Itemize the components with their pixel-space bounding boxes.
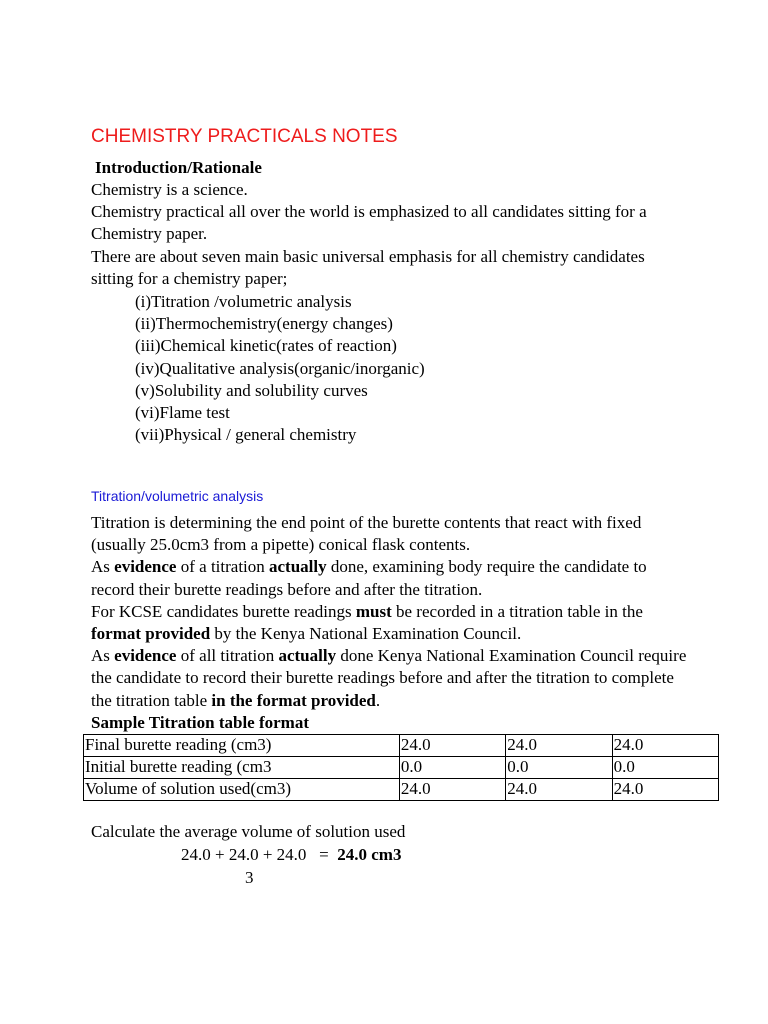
bold-run: actually xyxy=(269,557,327,577)
list-item: (vii)Physical / general chemistry xyxy=(135,425,357,445)
table-cell: 0.0 xyxy=(399,757,505,779)
intro-paragraph: Chemistry practical all over the world is emphasized to all candidates sitting for a Chemistry paper. xyxy=(91,202,647,244)
bold-run: must xyxy=(355,601,392,621)
average-formula xyxy=(181,845,401,865)
intro-paragraph: There are about seven main basic universal emphasis for all chemistry candidates sitting for a chemistry paper; xyxy=(91,246,645,288)
titration-definition: Titration is determining the end point of the burette contents that react with fixed (usually 25.0cm3 from a pipette) conical flask contents. xyxy=(91,513,642,555)
bold-run: evidence xyxy=(114,646,177,666)
table-row xyxy=(84,757,719,779)
table-cell: 24.0 xyxy=(612,779,718,801)
text-run: by the Kenya National Examination Council. xyxy=(210,624,522,644)
list-item: (vi)Flame test xyxy=(135,403,230,423)
table-cell: 0.0 xyxy=(612,757,718,779)
emphasis-list xyxy=(135,291,425,446)
text-run: be recorded in a titration table in the xyxy=(391,601,643,621)
text-run: As xyxy=(91,646,115,666)
list-item: (iii)Chemical kinetic(rates of reaction) xyxy=(135,336,397,356)
row-label: Final burette reading (cm3) xyxy=(84,735,400,757)
titration-council-paragraph xyxy=(91,645,691,712)
bold-run: actually xyxy=(278,646,337,666)
text-run: For KCSE candidates burette readings xyxy=(91,601,356,621)
document-title: CHEMISTRY PRACTICALS NOTES xyxy=(91,126,398,147)
list-item: (i)Titration /volumetric analysis xyxy=(135,292,352,311)
titration-heading: Titration/volumetric analysis xyxy=(91,488,264,504)
table-cell: 24.0 xyxy=(399,779,505,801)
table-row xyxy=(84,779,719,801)
intro-paragraph: Chemistry is a science. xyxy=(91,180,248,199)
titration-kcse-paragraph xyxy=(91,601,691,645)
table-cell: 24.0 xyxy=(399,735,505,757)
list-item: (v)Solubility and solubility curves xyxy=(135,380,368,400)
table-cell: 0.0 xyxy=(506,757,612,779)
table-cell: 24.0 xyxy=(506,735,612,757)
text-run: done Kenya National Examination Council require the candidate to record their burette readings before and after the titration to complete the titration table xyxy=(91,646,687,710)
formula-numerator: 24.0 + 24.0 + 24.0 = xyxy=(181,845,338,864)
row-label: Volume of solution used(cm3) xyxy=(84,779,400,801)
list-item: (ii)Thermochemistry(energy changes) xyxy=(135,314,393,334)
table-heading: Sample Titration table format xyxy=(91,713,309,732)
table-cell: 24.0 xyxy=(612,735,718,757)
formula-result: 24.0 cm3 xyxy=(337,845,402,864)
bold-run: in the format provided xyxy=(211,690,376,710)
formula-divisor: 3 xyxy=(245,868,254,887)
titration-paragraphs xyxy=(91,512,691,712)
intro-heading: Introduction/Rationale xyxy=(95,158,262,177)
titration-evidence-paragraph xyxy=(91,556,691,600)
list-item: (iv)Qualitative analysis(organic/inorganic) xyxy=(135,358,425,378)
text-run: of all titration xyxy=(176,646,279,666)
text-run: of a titration xyxy=(176,557,270,577)
table-row xyxy=(84,735,719,757)
bold-run: format provided xyxy=(91,624,211,644)
average-instruction: Calculate the average volume of solution used xyxy=(91,822,406,841)
intro-paragraphs xyxy=(91,179,691,290)
text-run: . xyxy=(375,690,381,710)
text-run: done, examining body require the candidate to record their burette readings before and after the titration. xyxy=(91,557,647,599)
titration-table xyxy=(83,734,719,801)
table-cell: 24.0 xyxy=(506,779,612,801)
text-run: As xyxy=(91,557,115,577)
bold-run: evidence xyxy=(114,557,177,577)
row-label: Initial burette reading (cm3 xyxy=(84,757,400,779)
